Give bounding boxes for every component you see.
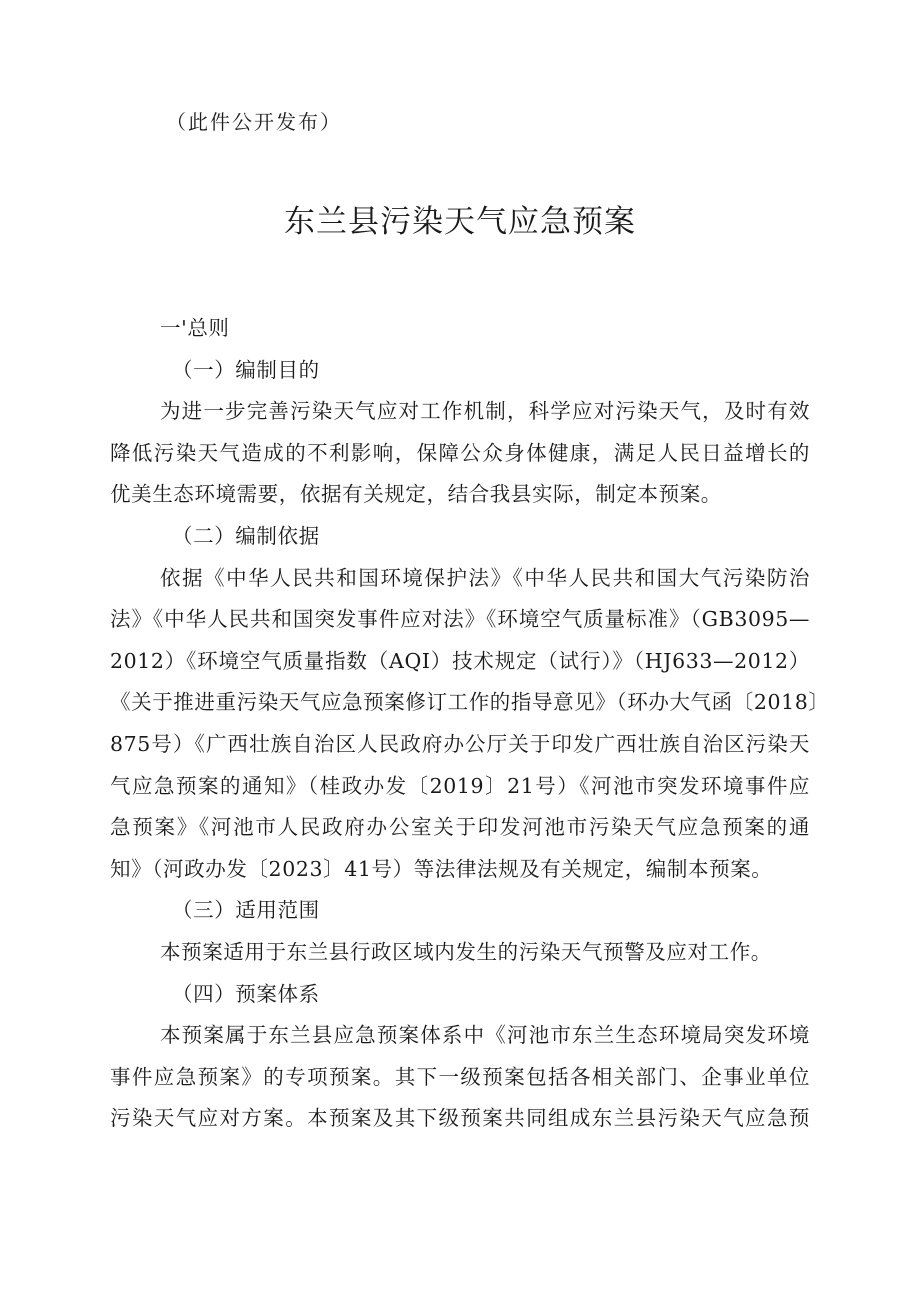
paragraph-line: 法》《中华人民共和国突发事件应对法》《环境空气质量标准》（GB3095— <box>110 607 810 632</box>
subsection-heading: （一）编制目的 <box>172 357 320 382</box>
paragraph-line: 气应急预案的通知》（桂政办发〔2019〕21号）《河池市突发环境事件应 <box>110 773 810 798</box>
section-heading: 一'总则 <box>160 316 230 340</box>
paragraph-line: 知》（河政办发〔2023〕41号）等法律法规及有关规定，编制本预案。 <box>110 856 773 881</box>
paragraph-line: 本预案适用于东兰县行政区域内发生的污染天气预警及应对工作。 <box>160 939 772 964</box>
paragraph-line: 污染天气应对方案。本预案及其下级预案共同组成东兰县污染天气应急预 <box>110 1106 810 1131</box>
document-title: 东兰县污染天气应急预案 <box>284 204 636 240</box>
paragraph-line: 事件应急预案》的专项预案。其下一级预案包括各相关部门、企事业单位 <box>110 1064 810 1089</box>
paragraph-line: 《关于推进重污染天气应急预案修订工作的指导意见》（环办大气函〔2018〕 <box>110 690 830 715</box>
paragraph-line: 急预案》《河池市人民政府办公室关于印发河池市污染天气应急预案的通 <box>110 815 810 840</box>
subsection-heading: （四）预案体系 <box>172 981 320 1006</box>
subsection-heading: （二）编制依据 <box>172 523 320 548</box>
paragraph-line: 优美生态环境需要，依据有关规定，结合我县实际，制定本预案。 <box>110 482 722 507</box>
paragraph-line: 为进一步完善污染天气应对工作机制，科学应对污染天气，及时有效 <box>160 399 810 424</box>
publication-notice: （此件公开发布） <box>166 110 342 134</box>
paragraph-line: 依据《中华人民共和国环境保护法》《中华人民共和国大气污染防治 <box>160 565 810 590</box>
paragraph-line: 本预案属于东兰县应急预案体系中《河池市东兰生态环境局突发环境 <box>160 1023 810 1048</box>
paragraph-line: 2012）《环境空气质量指数（AQI）技术规定（试行）》（HJ633—2012） <box>110 648 810 673</box>
subsection-heading: （三）适用范围 <box>172 898 320 923</box>
paragraph-line: 875号）《广西壮族自治区人民政府办公厅关于印发广西壮族自治区污染天 <box>110 731 810 756</box>
paragraph-line: 降低污染天气造成的不利影响，保障公众身体健康，满足人民日益增长的 <box>110 440 810 465</box>
document-body <box>110 308 830 1140</box>
